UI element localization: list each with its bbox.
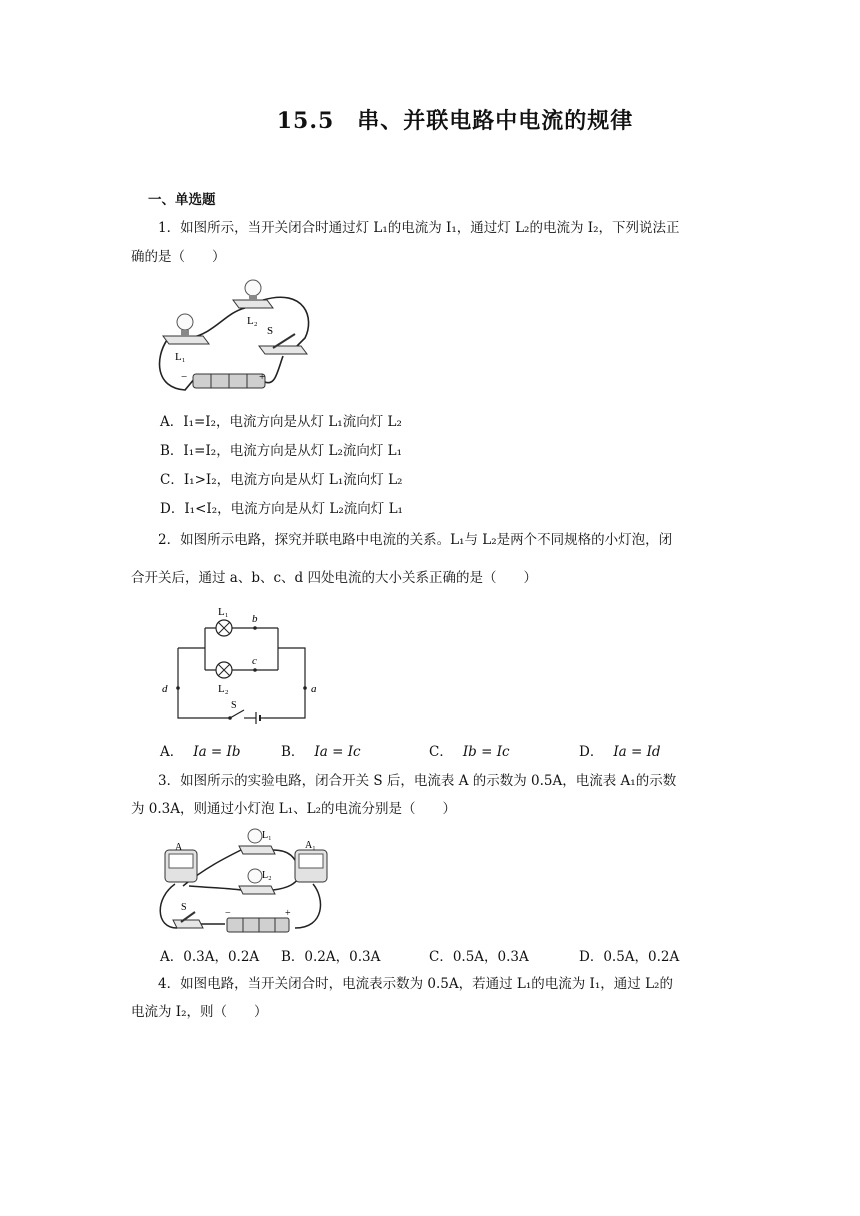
q3-option-d[interactable]: D．0.5A，0.2A: [579, 949, 680, 965]
q1-option-b[interactable]: B．I₁=I₂，电流方向是从灯 L₂流向灯 L₁: [160, 443, 403, 459]
q2-fig-label-a: a: [311, 683, 317, 695]
q1-fig-plus: +: [259, 371, 266, 383]
q2-option-d-letter: D．: [579, 744, 604, 760]
q2-option-c-letter: C．: [429, 744, 453, 760]
q1-option-c[interactable]: C．I₁>I₂，电流方向是从灯 L₁流向灯 L₂: [160, 472, 403, 488]
q1-fig-label-l2: L₂: [247, 315, 258, 327]
q3-fig-label-a: A: [175, 842, 183, 853]
q2-circuit-figure: [160, 600, 335, 725]
q1-stem-line2: 确的是（ ）: [131, 249, 226, 265]
q3-fig-label-l1: L₁: [262, 830, 272, 841]
q2-stem-line1: 2．如图所示电路，探究并联电路中电流的关系。L₁与 L₂是两个不同规格的小灯泡，闭: [158, 532, 673, 548]
q3-option-b[interactable]: B．0.2A，0.3A: [281, 949, 381, 965]
q3-stem-line2: 为 0.3A，则通过小灯泡 L₁、L₂的电流分别是（ ）: [131, 801, 457, 817]
q1-option-d[interactable]: D．I₁<I₂，电流方向是从灯 L₂流向灯 L₁: [160, 501, 403, 517]
q1-circuit-figure: [155, 278, 325, 396]
q2-option-b-formula: Ia = Ic: [314, 744, 361, 760]
q1-fig-label-s: S: [267, 325, 274, 337]
q1-fig-label-l1: L₁: [175, 351, 186, 363]
section-heading: 一、单选题: [148, 192, 216, 208]
q3-fig-plus: +: [285, 908, 291, 919]
q1-stem-line1: 1．如图所示，当开关闭合时通过灯 L₁的电流为 I₁，通过灯 L₂的电流为 I₂，下列说法正: [158, 220, 680, 236]
q2-option-a[interactable]: [160, 740, 241, 760]
q2-option-c-formula: Ib = Ic: [462, 744, 510, 760]
q3-stem-line1: 3．如图所示的实验电路，闭合开关 S 后，电流表 A 的示数为 0.5A，电流表 A₁的示数: [158, 773, 677, 789]
q2-fig-label-s: S: [231, 700, 237, 711]
q1-option-a[interactable]: A．I₁=I₂，电流方向是从灯 L₁流向灯 L₂: [160, 414, 402, 430]
q2-option-d[interactable]: [579, 740, 661, 760]
q2-option-a-formula: Ia = Ib: [193, 744, 241, 760]
q2-fig-label-b: b: [252, 613, 258, 625]
q2-fig-label-d: d: [162, 683, 168, 695]
q3-circuit-figure: [155, 828, 330, 936]
q3-fig-label-a1: A₁: [305, 840, 316, 851]
q2-fig-label-l2: L₂: [218, 683, 229, 695]
q4-stem-line2: 电流为 I₂，则（ ）: [131, 1004, 268, 1020]
q3-option-c[interactable]: C．0.5A，0.3A: [429, 949, 529, 965]
q1-fig-minus: −: [181, 371, 188, 383]
q2-option-b-letter: B．: [281, 744, 305, 760]
q2-option-a-letter: A．: [160, 744, 184, 760]
q4-stem-line1: 4．如图电路，当开关闭合时，电流表示数为 0.5A，若通过 L₁的电流为 I₁，通过 L₂的: [158, 976, 673, 992]
q2-option-d-formula: Ia = Id: [613, 744, 661, 760]
q3-option-a[interactable]: A．0.3A，0.2A: [160, 949, 260, 965]
q2-option-b[interactable]: [281, 740, 361, 760]
page-title: 15.5 串、并联电路中电流的规律: [276, 108, 634, 134]
q2-option-c[interactable]: [429, 740, 510, 760]
q2-fig-label-c: c: [252, 655, 257, 667]
q2-stem-line2: 合开关后，通过 a、b、c、d 四处电流的大小关系正确的是（ ）: [131, 570, 537, 586]
q3-fig-label-s: S: [181, 902, 187, 913]
q2-fig-label-l1: L₁: [218, 606, 229, 618]
q3-fig-minus: −: [225, 908, 231, 919]
q3-fig-label-l2: L₂: [262, 870, 272, 881]
